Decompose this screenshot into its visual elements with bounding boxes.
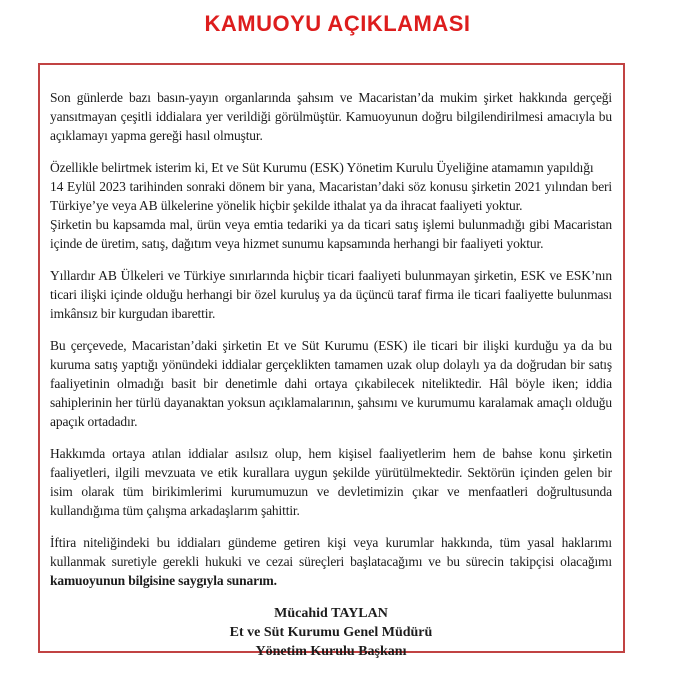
statement-box [38,63,625,659]
paragraph-claims-baseless: Bu çerçevede, Macaristan’daki şirketin Et ve Süt Kurumu (ESK) ile ticari bir ilişki kurduğu ya da bu kuruma satış yaptığı yönündeki iddialar gerçeklikten tamamen uzak olup dolaylı ya da doğrudan bir satış faaliyetinin olmadığı basit bir denetimle dahi ortaya çıkabilecek niteliktedir. Hâl böyle iken; iddia sahiplerinin her türlü dayanaktan yoksun açıklamalarının, şahsımı ve kurumumu karalamak amaçlı olduğu apaçık ortadadır. [50,338,612,429]
paragraph-legal-action-normal: İftira niteliğindeki bu iddiaları gündeme getiren kişi veya kurumlar hakkında, tüm yasal haklarımı kullanmak suretiyle gerekli hukuki ve cezai süreçleri başlatacağımı ve bu sürecin takipçisi olacağımı [50,535,612,569]
signature-block [50,604,612,661]
paragraph-no-commercial-ties: Yıllardır AB Ülkeleri ve Türkiye sınırlarında hiçbir ticari faaliyeti bulunmayan şirketin, ESK ve ESK’nın ticari ilişki içinde olduğu herhangi bir özel kuruluş ya da üçüncü taraf firma ile ticari faaliyette bulunması imkânsız bir kurgudan ibarettir. [50,268,612,321]
page-title: KAMUOYU AÇIKLAMASI [204,11,471,36]
signature-name: Mücahid TAYLAN [274,606,388,621]
paragraph-personal-conduct: Hakkımda ortaya atılan iddialar asılsız olup, hem kişisel faaliyetlerim hem de bahse konu şirketin faaliyetleri, ilgili mevzuata ve etik kurallara uygun şekilde yürütülmektedir. Sektörün içinden gelen bir isim olarak tüm birikimlerimi kurumumuzun ve devletimizin çıkar ve menfaatleri doğrultusunda kullandığıma tüm çalışma arkadaşlarım şahittir. [50,446,612,518]
paragraph-esk-appointment [50,158,612,215]
paragraph-esk-appointment-line1: Özellikle belirtmek isterim ki, Et ve Süt Kurumu (ESK) Yönetim Kurulu Üyeliğine atamamın yapıldığı [50,160,594,175]
signature-role-1: Et ve Süt Kurumu Genel Müdürü [229,625,433,640]
paragraph-esk-appointment-rest: 14 Eylül 2023 tarihinden sonraki dönem bir yana, Macaristan’daki söz konusu şirketin 2021 yılından beri Türkiye’ye veya AB ülkelerine yönelik hiçbir şekilde ithalat ya da ihracat faaliyeti yoktur. [50,179,612,213]
paragraph-legal-action-bold: kamuoyunun bilgisine saygıyla sunarım. [50,573,277,588]
signature-role-2: Yönetim Kurulu Başkanı [255,644,407,659]
paragraph-legal-action [50,533,612,590]
statement-page [0,11,675,675]
paragraph-press-claims: Son günlerde bazı basın-yayın organlarında şahsım ve Macaristan’da mukim şirket hakkında gerçeği yansıtmayan çeşitli iddialara yer verildiği görülmüştür. Kamuoyunun doğru bilgilendirilmesi amacıyla bu açıklamayı yapma gereği hasıl olmuştur. [50,90,612,143]
paragraph-company-activity: Şirketin bu kapsamda mal, ürün veya emtia tedariki ya da ticari satış işlemi bulunmadığı gibi Macaristan içinde de üretim, satış, dağıtım veya hizmet sunumu kapsamında herhangi bir faaliyeti yoktur. [50,217,612,251]
